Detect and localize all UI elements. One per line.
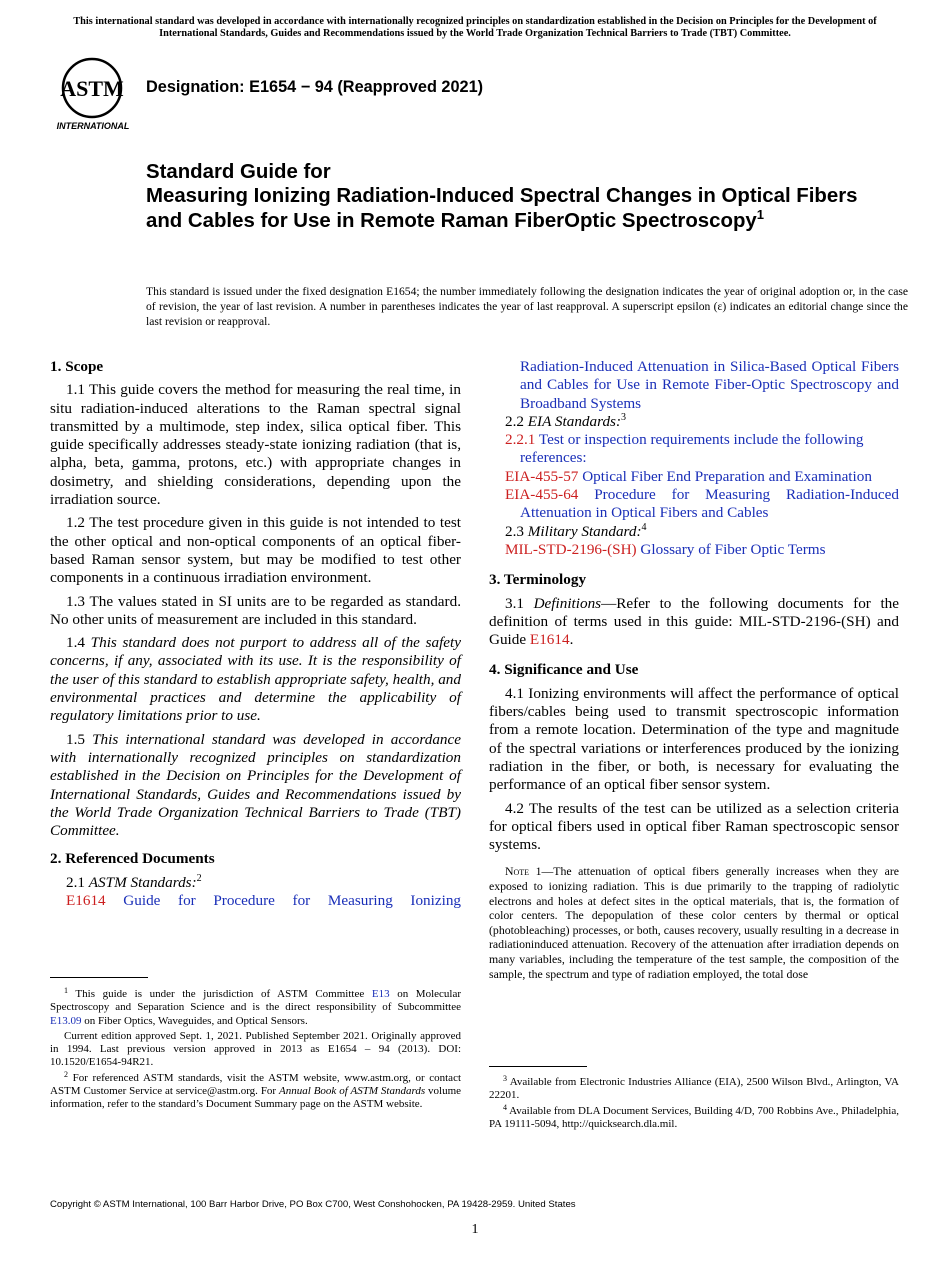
link-mil-std-title[interactable]: Glossary of Fiber Optic Terms	[640, 540, 826, 558]
footnotes-right	[489, 1076, 899, 1133]
footnote-1-approval: Current edition approved Sept. 1, 2021. Published September 2021. Originally approved in 1994. Last previous version approved in 2013 as E1654 – 94 (2013). DOI: 10.1520/E1654-94R21.	[50, 1029, 461, 1069]
footnote-2: $^2$ For referenced ASTM standards, visit the ASTM website, www.astm.org, or contact ASTM Customer Service at service@astm.org. For Annual Book of ASTM Standards volume information, refer to the standard’s Document Summary page on the ASTM website.	[50, 1069, 462, 1111]
title-line2: Measuring Ionizing Radiation-Induced Spectral Changes in Optical Fibers and Cables for Use in Remote Raman FiberOptic Spectroscopy$^1$	[146, 185, 858, 232]
document-title	[146, 160, 866, 233]
link-e13-09[interactable]: E13.09	[50, 1014, 82, 1027]
section-3-heading: 3. Terminology	[489, 571, 587, 589]
issued-note: This standard is issued under the fixed designation E1654; the number immediately following the designation indicates the year of original adoption or, in the case of revision, the year of last revision. A number in parentheses indicates the year of last reapproval. A superscript epsilon (ε) indicates an editorial change since the last revision or reapproval.	[146, 285, 908, 328]
footnote-1: $^1$ This guide is under the jurisdiction of ASTM Committee E13 on Molecular Spectroscopy and Separation Science and is the direct responsibility of Subcommittee E13.09 on Fiber Optics, Waveguides, and Optical Sensors.	[50, 986, 461, 1027]
para-4-1: 4.1 Ionizing environments will affect the performance of optical fibers/cables being used to transmit spectroscopic information from a remote location. Determination of the type and magnitude of the spectral variations or interferences produced by the ionizing radiation in the fiber, or both, is necessary for evaluating the performance of an optical fiber sensor system.	[489, 684, 899, 794]
designation: Designation: E1654 − 94 (Reapproved 2021)	[146, 78, 484, 96]
footnote-rule-right	[489, 1066, 587, 1067]
section-2-heading: 2. Referenced Documents	[50, 850, 215, 868]
para-1-4: 1.4 This standard does not purport to address all of the safety concerns, if any, associated with its use. It is the responsibility of the user of this standard to establish appropriate safety, health, and environmental practices and determine the applicability of regulatory limitations prior to use.	[50, 634, 462, 725]
para-1-1: 1.1 This guide covers the method for measuring the real time, in situ radiation-induced alterations to the Raman spectral signal transmitted by a multimode, step index, silica optical fiber. This guide specifically addresses steady-state ionizing radiation (that is, alpha, beta, gamma, protons, etc.) with appropriate changes in dosimetry, and shielding considerations, depending upon the irradiation source.	[50, 381, 461, 509]
page-number: 1	[471, 1222, 479, 1237]
ref-e1614-start	[50, 892, 461, 910]
astm-logo	[52, 56, 134, 134]
link-e1614-terminology[interactable]: E1614	[529, 631, 570, 649]
para-1-3: 1.3 The values stated in SI units are to be regarded as standard. No other units of measurement are included in this standard.	[50, 592, 461, 628]
title-footnote-mark: 1	[756, 206, 764, 222]
link-eia-455-57[interactable]: EIA-455-57	[505, 467, 579, 485]
footnote-rule-left	[50, 977, 148, 978]
ref-e1614-cont	[489, 358, 899, 413]
para-3-1: 3.1 Definitions—Refer to the following documents for the definition of terms used in this guide: MIL-STD-2196-(SH) and Guide E1614.	[489, 594, 900, 649]
link-eia-455-64[interactable]: EIA-455-64	[505, 486, 579, 504]
footnotes-left	[50, 988, 461, 1114]
note-1: Note 1—The attenuation of optical fibers generally increases when they are exposed to ionizing radiation. This is due primarily to the trapping of radiolytic electrons and holes at defect sites in the optical materials, that is, the formation of color centers. The depopulation of these color centers by thermal or optical (photobleaching) processes, or both, causes recovery, usually resulting in a decrease in radiationinduced attenuation. Recovery of the attenuation after irradiation depends on many variables, including the temperature of the test sample, the composition of the sample, the spectrum and type of radiation employed, the total dose	[489, 864, 899, 981]
copyright: Copyright © ASTM International, 100 Barr Harbor Drive, PO Box C700, West Conshohocken, PA 19428-2959. United States	[50, 1199, 576, 1210]
para-2-2: 2.2 EIA Standards:$^3$	[505, 411, 627, 430]
right-column	[489, 358, 899, 981]
para-2-3: 2.3 Military Standard:$^4$	[505, 521, 647, 540]
para-1-2: 1.2 The test procedure given in this guide is not intended to test the other optical and non-optical components of an optical fiber-based Raman sensor system, but may be modified to test other components in a continuous irradiation environment.	[50, 514, 461, 587]
para-2-2-1: 2.2.1 Test or inspection requirements include the following references:	[505, 431, 864, 467]
link-eia-455-57-title[interactable]: Optical Fiber End Preparation and Examination	[582, 467, 872, 485]
link-mil-std[interactable]: MIL-STD-2196-(SH)	[505, 540, 637, 558]
wto-banner: This international standard was developed in accordance with internationally recognized principles on standardization established in the Decision on Principles for the Development of International Standards, Guides and Recommendations issued by the World Trade Organization Technical Barriers to Trade (TBT) Committee.	[73, 16, 877, 39]
logo-subtext: INTERNATIONAL	[56, 121, 130, 131]
ref-mil-std	[489, 541, 899, 559]
link-e1614[interactable]: E1614	[66, 892, 106, 910]
para-1-5: 1.5 This international standard was developed in accordance with internationally recognized principles on standardization established in the Decision on Principles for the Development of International Standards, Guides and Recommendations issued by the World Trade Organization Technical Barriers to Trade (TBT) Committee.	[50, 730, 462, 840]
footnote-4: $^4$ Available from DLA Document Services, Building 4/D, 700 Robbins Ave., Philadelphia, PA 19111-5094, http://quicksearch.dla.mil.	[489, 1102, 899, 1130]
link-e1614-title-cont[interactable]: Radiation-Induced Attenuation in Silica-Based Optical Fibers and Cables for Use in Remote Fiber-Optic Spectroscopy and Broadband Systems	[520, 358, 899, 412]
link-eia-455-64-title[interactable]: Procedure for Measuring Radiation-Induced Attenuation in Optical Fibers and Cables	[520, 486, 899, 522]
para-4-2: 4.2 The results of the test can be utilized as a selection criteria for optical fibers used in optical fiber Raman spectroscopic sensor systems.	[489, 799, 899, 854]
logo-text: ASTM	[60, 76, 124, 101]
section-4-heading: 4. Significance and Use	[489, 661, 639, 679]
ref-eia-455-64	[489, 486, 899, 523]
footnote-3: $^3$ Available from Electronic Industries Alliance (EIA), 2500 Wilson Blvd., Arlington, VA 22201.	[489, 1074, 899, 1102]
left-column	[50, 358, 461, 910]
para-2-1: 2.1 ASTM Standards:$^2$	[66, 872, 202, 891]
ref-eia-455-57	[489, 468, 899, 486]
link-e1614-title[interactable]: Guide for Procedure for Measuring Ionizing	[123, 892, 462, 910]
section-1-heading: 1. Scope	[50, 358, 104, 375]
title-line1: Standard Guide for	[146, 161, 331, 183]
link-e13[interactable]: E13	[371, 988, 390, 1000]
